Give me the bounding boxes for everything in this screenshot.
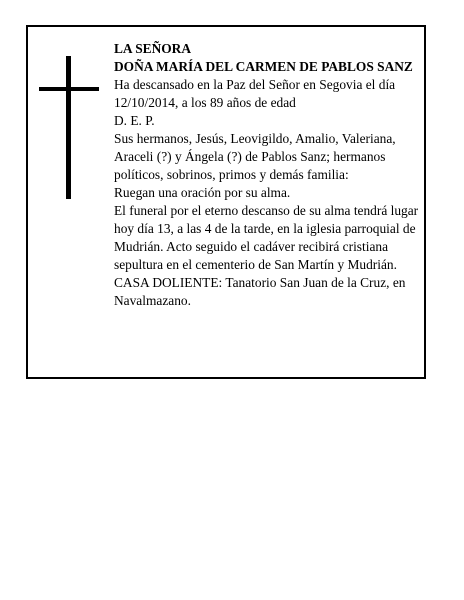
rest-in-peace: D. E. P. xyxy=(114,113,155,128)
deceased-name: DOÑA MARÍA DEL CARMEN DE PABLOS SANZ xyxy=(114,59,413,74)
cross-vertical-bar xyxy=(66,56,71,199)
family-list: Sus hermanos, Jesús, Leovigildo, Amalio, Valeriana, Araceli (?) y Ángela (?) de Pablos Sanz; hermanos políticos, sobrinos, primos y demás familia: xyxy=(114,131,396,182)
funeral-details: El funeral por el eterno descanso de su alma tendrá lugar hoy día 13, a las 4 de la tarde, en la iglesia parroquial de Mudrián. Acto seguido el cadáver recibirá cristiana sepultura en el cementerio de San Martín y Mudrián. xyxy=(114,203,419,272)
notice-title: LA SEÑORA xyxy=(114,41,192,56)
cross-horizontal-bar xyxy=(39,87,99,91)
death-announcement: Ha descansado en la Paz del Señor en Segovia el día 12/10/2014, a los 89 años de edad xyxy=(114,77,396,110)
obituary-notice xyxy=(26,25,426,379)
mourning-house: CASA DOLIENTE: Tanatorio San Juan de la Cruz, en Navalmazano. xyxy=(114,275,406,308)
prayer-request: Ruegan una oración por su alma. xyxy=(114,185,291,200)
latin-cross-icon xyxy=(39,56,99,199)
obituary-text xyxy=(114,40,422,310)
